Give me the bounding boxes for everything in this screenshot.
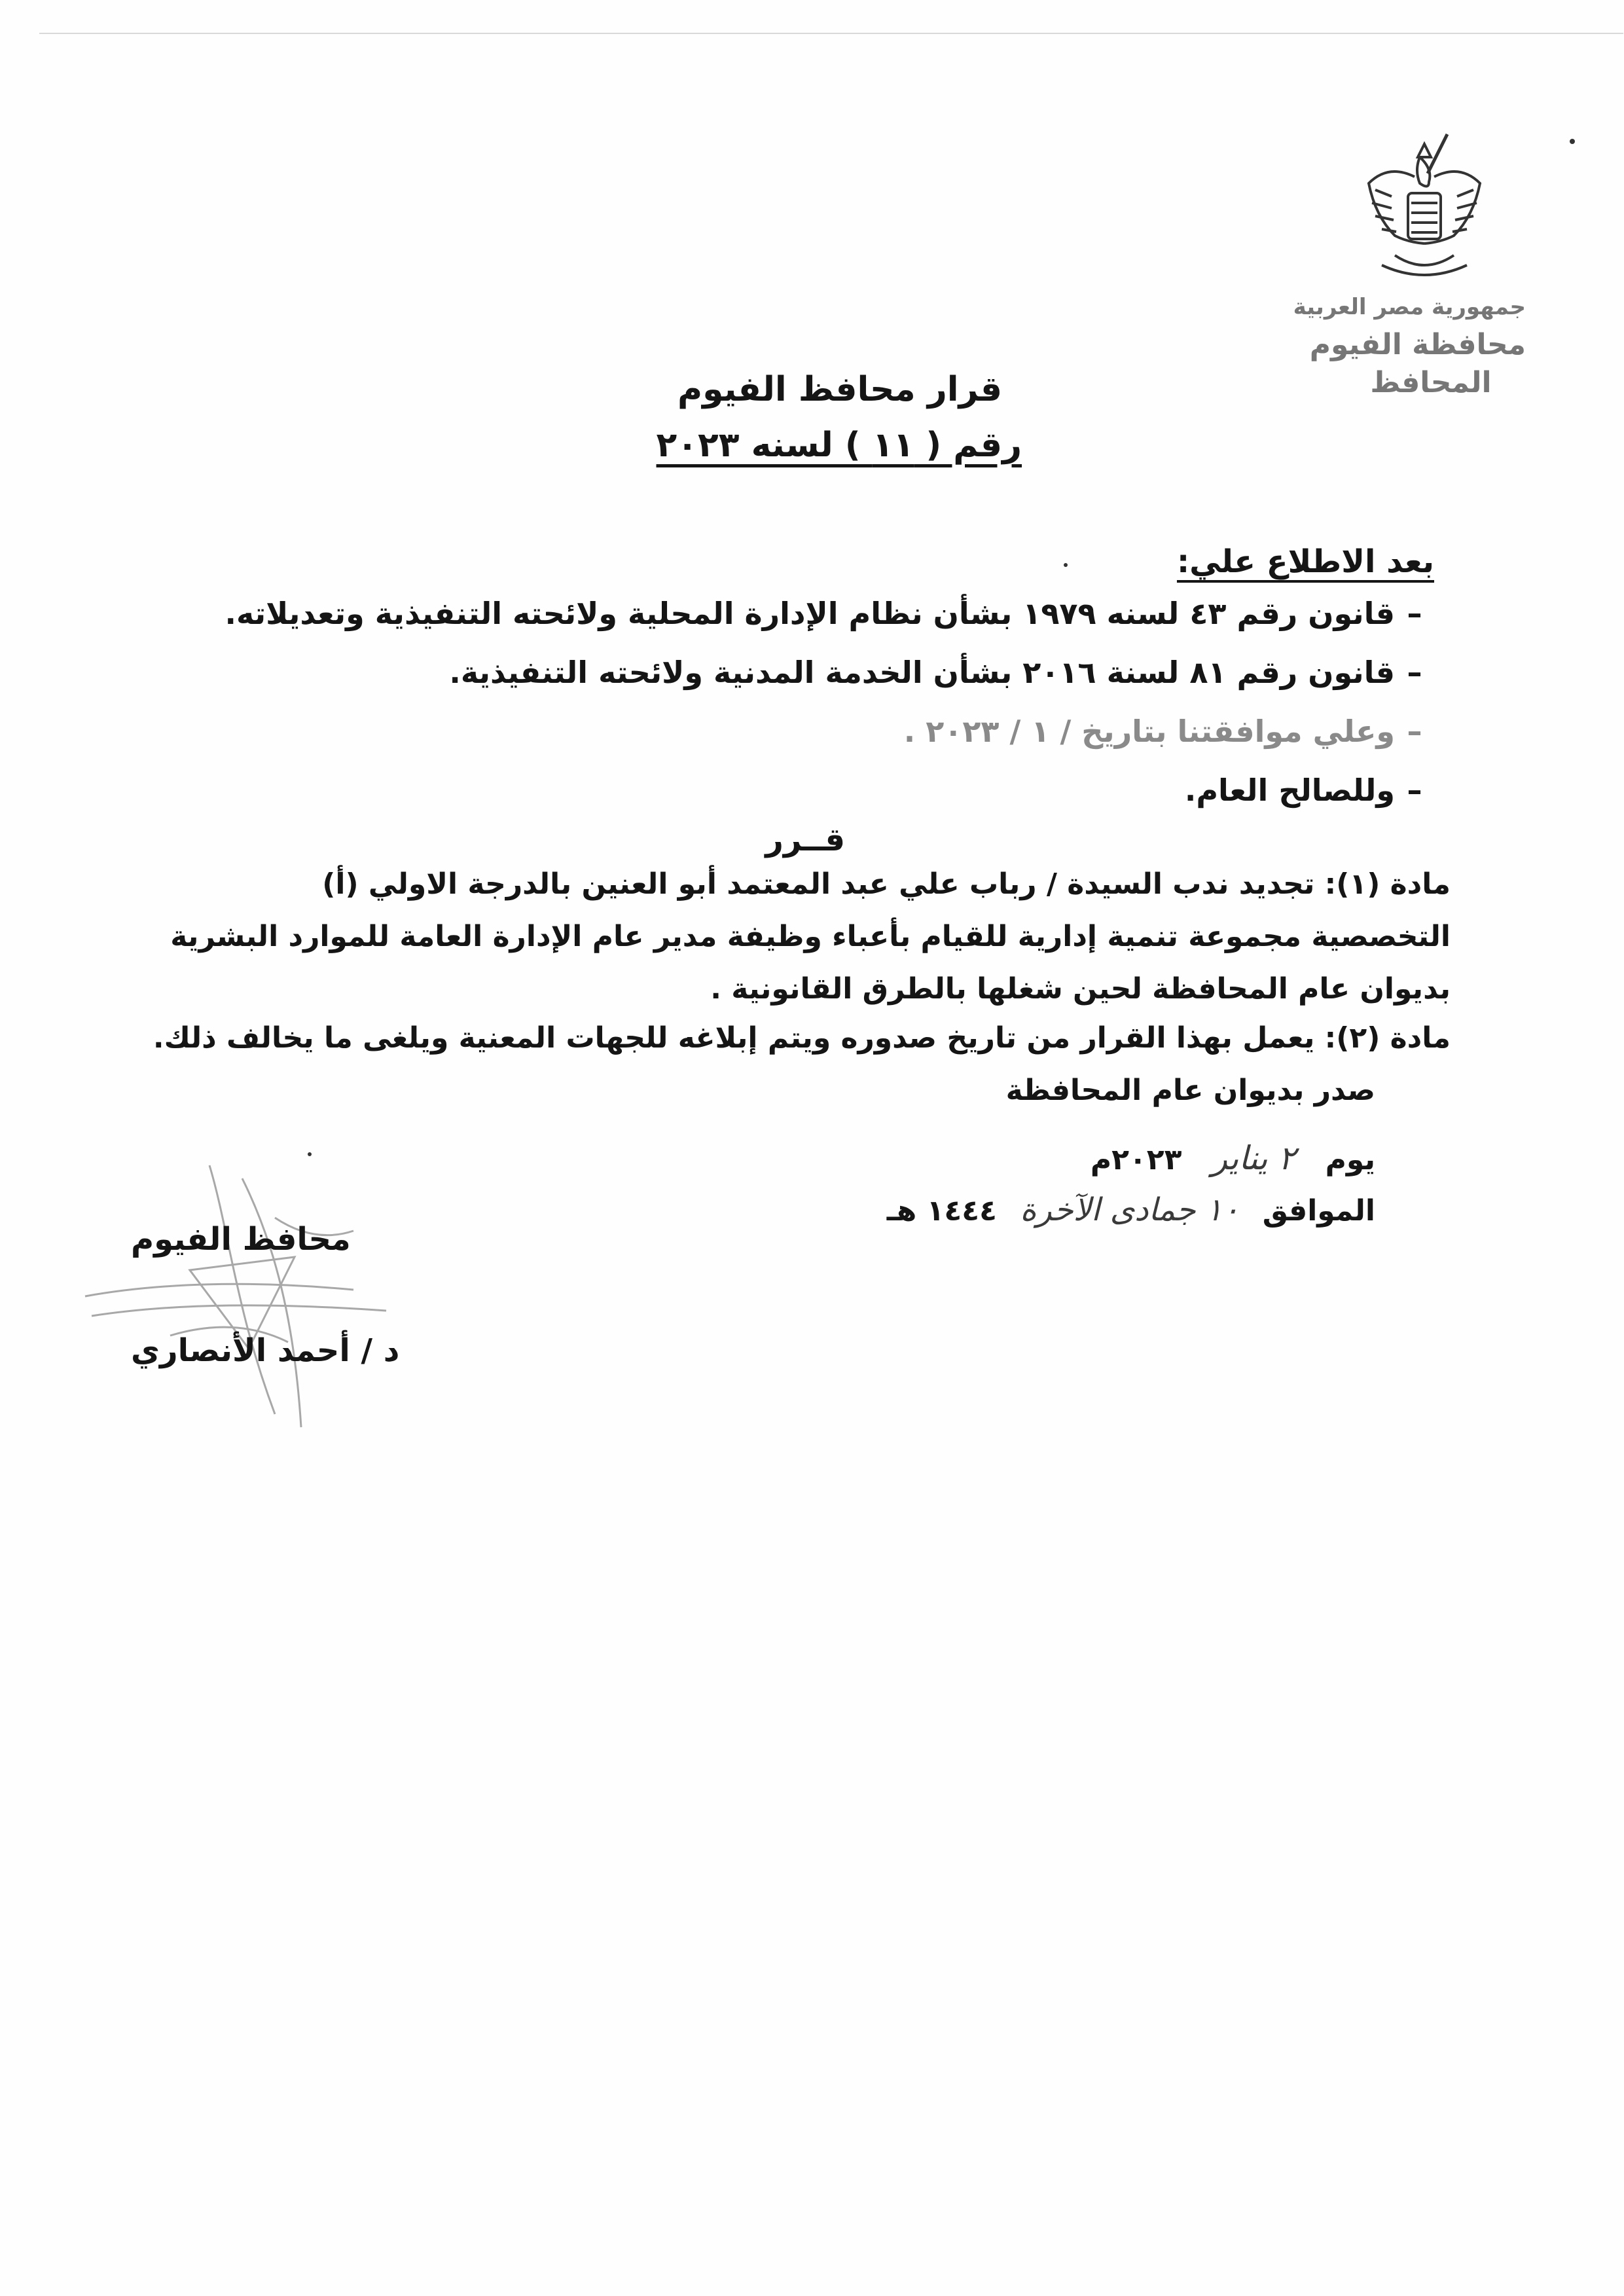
issuance-hijri-line: الموافق ١٠ جمادى الآخرة ١٤٤٤ هـ <box>886 1192 1375 1228</box>
preamble-item: –قانون رقم ٤٣ لسنه ١٩٧٩ بشأن نظام الإدارة المحلية ولائحته التنفيذية وتعديلاته. <box>225 596 1422 631</box>
preamble-heading: بعد الاطلاع علي: <box>1176 543 1434 580</box>
decree-title: قرار محافظ الفيوم <box>677 370 1002 409</box>
article-1-line: مادة (١): تجديد ندب السيدة / رباب علي عبد المعتمد أبو العنين بالدرجة الاولي (أ) <box>322 867 1451 901</box>
article-1-line: بديوان عام المحافظة لحين شغلها بالطرق القانونية . <box>710 972 1451 1006</box>
preamble-item: –قانون رقم ٨١ لسنة ٢٠١٦ بشأن الخدمة المدنية ولائحته التنفيذية. <box>449 655 1422 690</box>
signatory-title: محافظ الفيوم <box>131 1221 351 1258</box>
governor-signature-icon <box>79 1139 445 1440</box>
preamble-item: –وللصالح العام. <box>1184 773 1422 808</box>
decree-number: رقم ( ١١ ) لسنه ٢٠٢٣ <box>656 426 1022 465</box>
decision-heading: قــرر <box>765 822 845 858</box>
handwritten-day: ٢ يناير <box>1211 1139 1296 1177</box>
egypt-eagle-emblem-icon <box>1356 131 1493 288</box>
preamble-item: –وعلي موافقتنا بتاريخ / ١ / ٢٠٢٣ . <box>903 714 1422 749</box>
signatory-name: د / أحمد الأنصاري <box>131 1332 400 1369</box>
article-1-line: التخصصية مجموعة تنمية إدارية للقيام بأعباء وظيفة مدير عام الإدارة العامة للموارد البشرية <box>170 920 1451 953</box>
scan-edge-line <box>39 33 1623 34</box>
article-2-line: مادة (٢): يعمل بهذا القرار من تاريخ صدوره ويتم إبلاغه للجهات المعنية ويلغى ما يخالف ذلك. <box>153 1021 1451 1055</box>
scan-speck <box>1064 563 1068 567</box>
handwritten-hijri-date: ١٠ جمادى الآخرة <box>1020 1192 1240 1228</box>
issuance-day-line: يوم ٢ يناير ٢٠٢٣م <box>1090 1139 1375 1177</box>
issuance-place: صدر بديوان عام المحافظة <box>1005 1074 1375 1107</box>
scan-speck <box>1570 139 1575 144</box>
ministry-stamp-text: جمهورية مصر العربية محافظة الفيوم المحافظ <box>1293 294 1526 399</box>
